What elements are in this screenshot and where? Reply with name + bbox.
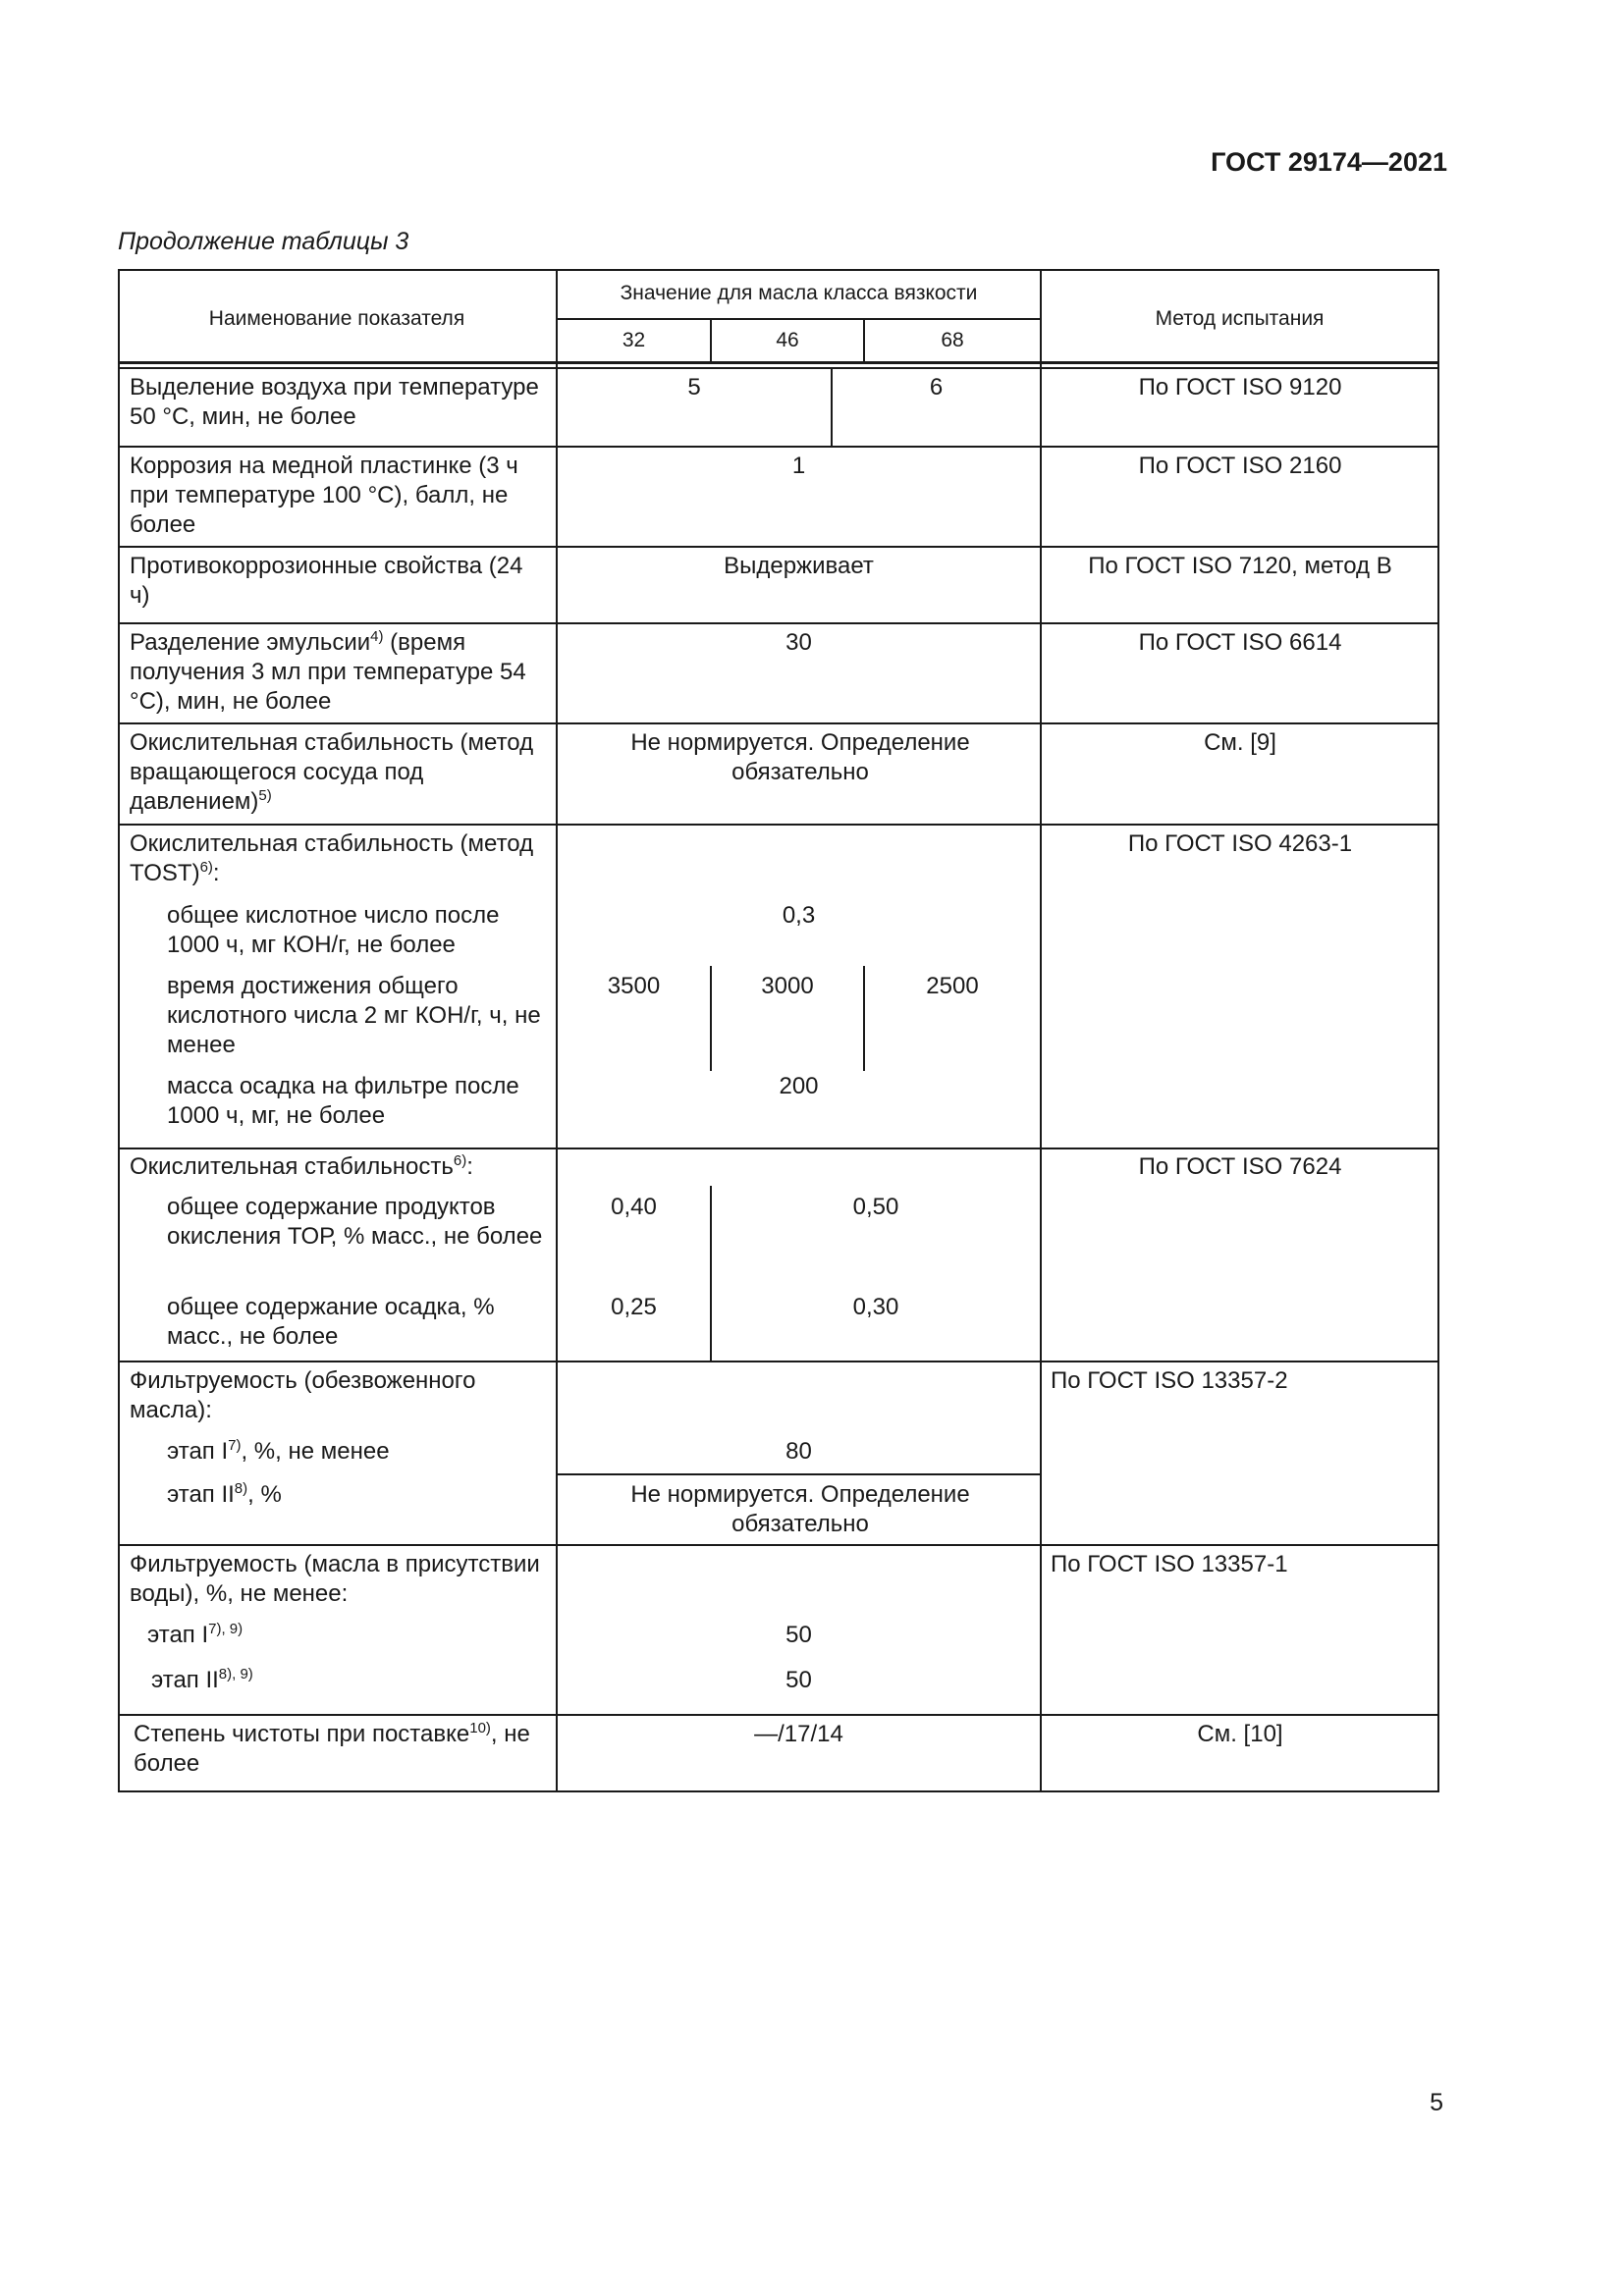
air-release-value-1: 5 xyxy=(687,374,701,400)
row-line xyxy=(118,1361,1439,1362)
oxidation-top-label: общее содержание продуктов окисления ТОР, % масс., не более xyxy=(167,1194,543,1250)
filterability-wet-stage2-value: 50 xyxy=(785,1667,812,1693)
filterability-wet-stage2-label: этап $II^{8), 9)}$ xyxy=(151,1666,253,1693)
purity-value: —/17/14 xyxy=(754,1721,843,1747)
stage-split-line xyxy=(558,1473,1040,1475)
tost-time-value-32: 3500 xyxy=(607,973,661,999)
filterability-dry-stage1-label: этап $I^{7)}$, %, не менее xyxy=(167,1437,390,1465)
oxidation-top-value-rest: 0,50 xyxy=(852,1194,899,1220)
row-line xyxy=(118,446,1439,448)
air-release-value-2: 6 xyxy=(929,374,944,400)
header-name: Наименование показателя xyxy=(208,307,465,330)
row-line xyxy=(118,622,1439,624)
header-class-68: 68 xyxy=(941,329,964,351)
table-caption: Продолжение таблицы 3 xyxy=(118,228,409,255)
header-split-line xyxy=(558,318,1040,320)
header-value: Значение для масла класса вязкости xyxy=(620,282,978,304)
tost-acid-label: общее кислотное число после 1000 ч, мг КОН/г, не более xyxy=(167,902,500,958)
table-border-top xyxy=(118,269,1439,271)
row-line xyxy=(118,722,1439,724)
oxidation-sludge-value-32: 0,25 xyxy=(611,1294,657,1320)
document-code: ГОСТ 29174—2021 xyxy=(1211,147,1447,177)
anticorrosion-method: По ГОСТ ISO 7120, метод В xyxy=(1088,553,1392,579)
specification-table xyxy=(118,269,1439,1792)
rpvot-value: Не нормируется. Определение обязательно xyxy=(630,729,970,785)
table-border-right xyxy=(1437,269,1439,1792)
purity-label: Степень чистоты при поставке$^{10)}$, не более xyxy=(134,1720,530,1777)
header-class-32: 32 xyxy=(622,329,646,351)
emulsion-label: Разделение эмульсии$^{4)}$ (время получения 3 мл при температуре 54 °С), мин, не более xyxy=(130,628,526,715)
rpvot-method: См. [9] xyxy=(1204,729,1276,756)
emulsion-method: По ГОСТ ISO 6614 xyxy=(1138,629,1342,656)
tost-time-value-68: 2500 xyxy=(926,973,979,999)
column-line xyxy=(1040,269,1042,1792)
copper-corrosion-value: 1 xyxy=(791,453,806,479)
filterability-dry-stage2-label: этап II$^{8)}$, % xyxy=(167,1480,282,1508)
row-line xyxy=(118,824,1439,826)
header-method: Метод испытания xyxy=(1155,307,1325,330)
air-release-label: Выделение воздуха при температуре 50 °С, мин, не более xyxy=(130,374,539,430)
filterability-dry-method: По ГОСТ ISO 13357-2 xyxy=(1051,1367,1288,1394)
row-line xyxy=(118,1714,1439,1716)
filterability-wet-method: По ГОСТ ISO 13357-1 xyxy=(1051,1551,1288,1577)
anticorrosion-label: Противокоррозионные свойства (24 ч) xyxy=(130,553,523,609)
header-class-46: 46 xyxy=(776,329,799,351)
oxidation-label: Окислительная стабильность$^{6)}$: xyxy=(130,1152,473,1180)
column-line xyxy=(556,269,558,1792)
header-bottom-line-1 xyxy=(118,361,1439,364)
tost-sludge-value: 200 xyxy=(779,1073,819,1099)
row-line xyxy=(118,1544,1439,1546)
filterability-wet-stage1-label: этап $I^{7), 9)}$ xyxy=(147,1621,244,1648)
oxidation-method: По ГОСТ ISO 7624 xyxy=(1138,1153,1342,1180)
copper-corrosion-label: Коррозия на медной пластинке (3 ч при температуре 100 °С), балл, не более xyxy=(130,453,518,538)
tost-sludge-label: масса осадка на фильтре после 1000 ч, мг, не более xyxy=(167,1073,519,1129)
emulsion-value: 30 xyxy=(785,629,812,656)
oxidation-sludge-value-rest: 0,30 xyxy=(852,1294,899,1320)
filterability-wet-label: Фильтруемость (масла в присутствии воды), %, не менее: xyxy=(130,1551,540,1607)
filterability-wet-stage1-value: 50 xyxy=(785,1622,812,1648)
oxidation-sludge-label: общее содержание осадка, % масс., не более xyxy=(167,1294,495,1350)
tost-label: Окислительная стабильность (метод TOST)$^{6)}$: xyxy=(130,830,534,886)
page-number: 5 xyxy=(1430,2089,1443,2116)
filterability-dry-label: Фильтруемость (обезвоженного масла): xyxy=(130,1367,476,1423)
anticorrosion-value: Выдерживает xyxy=(724,553,874,579)
tost-acid-value: 0,3 xyxy=(782,902,816,929)
header-bottom-line-2 xyxy=(118,367,1439,369)
row-line xyxy=(118,546,1439,548)
rpvot-label: Окислительная стабильность (метод вращающегося сосуда под давлением)$^{5)}$ xyxy=(130,729,534,815)
filterability-dry-stage1-value: 80 xyxy=(785,1438,812,1465)
copper-corrosion-method: По ГОСТ ISO 2160 xyxy=(1138,453,1342,479)
purity-method: См. [10] xyxy=(1197,1721,1283,1747)
table-border-left xyxy=(118,269,120,1792)
tost-method: По ГОСТ ISO 4263-1 xyxy=(1127,830,1353,857)
oxidation-top-value-32: 0,40 xyxy=(611,1194,657,1220)
tost-time-label: время достижения общего кислотного числа 2 мг КОН/г, ч, не менее xyxy=(167,973,541,1058)
air-release-method: По ГОСТ ISO 9120 xyxy=(1138,374,1342,400)
row-line xyxy=(118,1148,1439,1149)
tost-time-value-46: 3000 xyxy=(761,973,814,999)
table-border-bottom xyxy=(118,1790,1439,1792)
filterability-dry-stage2-value: Не нормируется. Определение обязательно xyxy=(630,1481,970,1537)
